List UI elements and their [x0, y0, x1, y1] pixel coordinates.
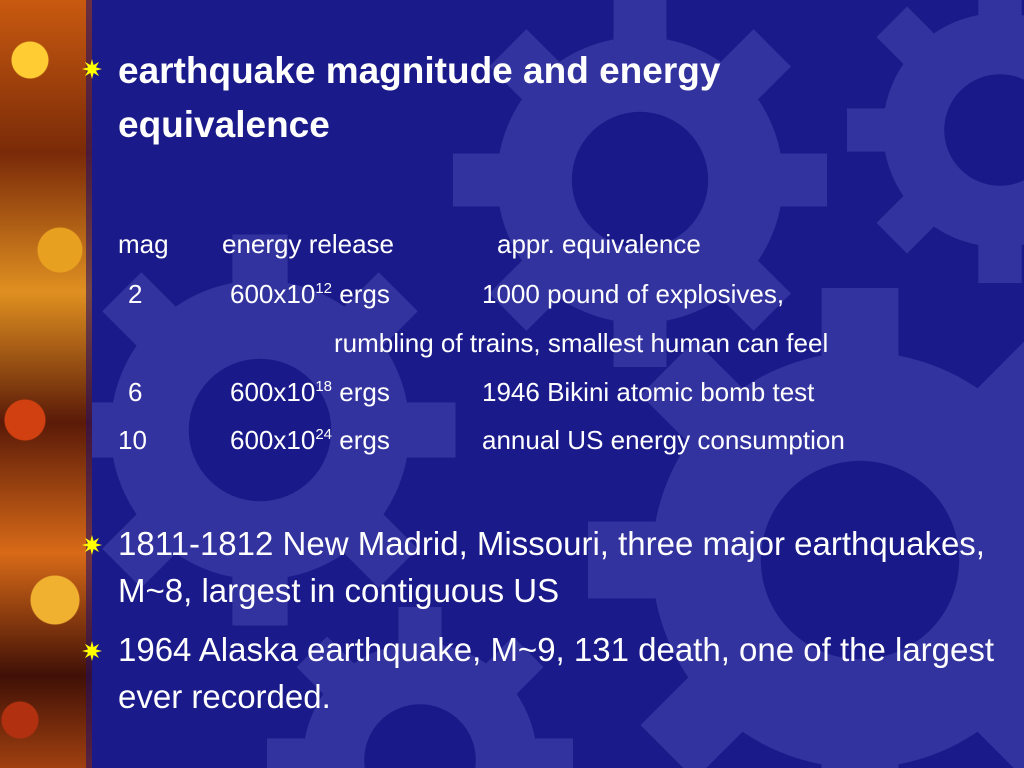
energy-base: 600x10 — [230, 377, 316, 407]
energy-base: 600x10 — [230, 279, 316, 309]
decorative-side-strip — [0, 0, 92, 768]
energy-unit: ergs — [339, 425, 390, 455]
row-equiv: 1946 Bikini atomic bomb test — [482, 377, 815, 407]
bullet-new-madrid: 1811-1812 New Madrid, Missouri, three major earthquakes, M~8, largest in contiguous US — [118, 525, 985, 609]
header-energy: energy release — [222, 229, 394, 259]
row-equiv: annual US energy consumption — [482, 425, 845, 455]
row-mag: 10 — [118, 425, 147, 455]
energy-exponent: 18 — [315, 378, 332, 395]
energy-exponent: 12 — [315, 280, 332, 297]
row-energy — [230, 377, 390, 408]
table-header-row — [118, 229, 701, 260]
sunburst-bullet-icon — [82, 641, 102, 661]
row-equiv: 1000 pound of explosives, — [482, 279, 785, 309]
sunburst-bullet-icon — [82, 59, 102, 79]
row-energy — [230, 279, 390, 310]
energy-unit: ergs — [339, 279, 390, 309]
bullet-alaska: 1964 Alaska earthquake, M~9, 131 death, one of the largest ever recorded. — [118, 631, 995, 715]
energy-exponent: 24 — [315, 426, 332, 443]
row-mag: 6 — [128, 377, 143, 407]
sunburst-bullet-icon — [82, 535, 102, 555]
row-equiv-cont: rumbling of trains, smallest human can feel — [334, 328, 829, 358]
energy-base: 600x10 — [230, 425, 316, 455]
row-mag: 2 — [128, 279, 143, 309]
row-energy — [230, 425, 390, 456]
energy-unit: ergs — [339, 377, 390, 407]
slide-title: earthquake magnitude and energy equivalence — [118, 50, 721, 145]
header-equiv: appr. equivalence — [497, 229, 701, 259]
header-mag: mag — [118, 229, 169, 259]
